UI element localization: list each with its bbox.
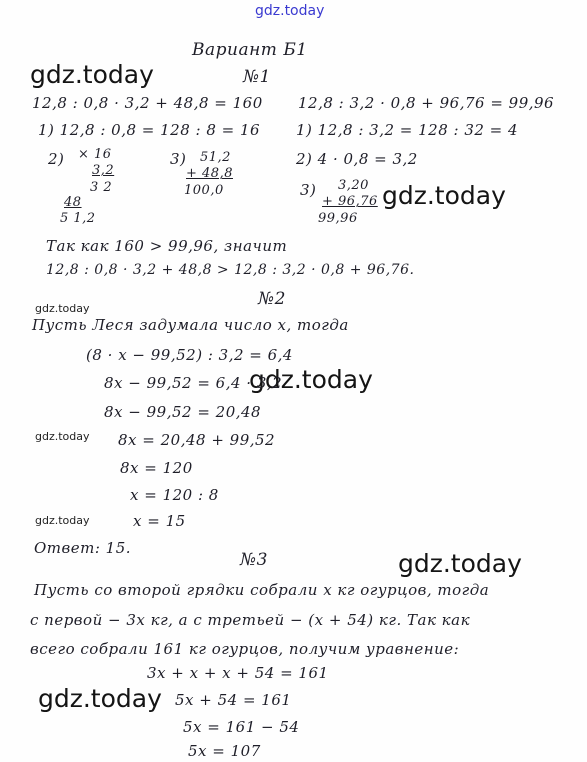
task2-intro: Пусть Леся задумала число x, тогда bbox=[32, 316, 349, 334]
task2-line: 8x = 20,48 + 99,52 bbox=[118, 431, 276, 449]
task1-conclusion-line1: Так как 160 > 99,96, значит bbox=[46, 237, 288, 255]
task1-right-expression: 12,8 : 3,2 · 0,8 + 96,76 = 99,96 bbox=[298, 94, 555, 112]
task1-left-step3-line: 51,2 bbox=[200, 150, 231, 165]
watermark-small: gdz.today bbox=[35, 430, 90, 443]
task1-conclusion-line2: 12,8 : 0,8 · 3,2 + 48,8 > 12,8 : 3,2 · 0,8 + 96,76. bbox=[46, 262, 415, 278]
task3-text-line: Пусть со второй грядки собрали x кг огурцов, тогда bbox=[34, 581, 490, 599]
watermark-large: gdz.today bbox=[382, 181, 506, 210]
task3-text-line: всего собрали 161 кг огурцов, получим уравнение: bbox=[30, 640, 460, 658]
task1-left-step2-line: 3 2 bbox=[90, 180, 113, 195]
task3-number: №3 bbox=[240, 550, 268, 570]
watermark-large: gdz.today bbox=[38, 684, 162, 713]
task1-left-step2-line: × 16 bbox=[78, 147, 112, 162]
task1-right-step3-line: 3,20 bbox=[338, 178, 369, 193]
watermark-small: gdz.today bbox=[35, 302, 90, 315]
task1-left-step1: 1) 12,8 : 0,8 = 128 : 8 = 16 bbox=[38, 121, 261, 139]
task1-left-step3-line: 100,0 bbox=[184, 183, 224, 198]
task3-line: 3x + x + x + 54 = 161 bbox=[147, 664, 329, 682]
task1-left-step2-line: 48 bbox=[64, 195, 82, 210]
task2-line: 8x − 99,52 = 20,48 bbox=[104, 403, 262, 421]
task2-line: x = 15 bbox=[133, 512, 186, 530]
watermark-large: gdz.today bbox=[398, 549, 522, 578]
task3-line: 5x + 54 = 161 bbox=[175, 691, 292, 709]
task1-right-step2: 2) 4 · 0,8 = 3,2 bbox=[296, 150, 418, 168]
task2-line: 8x = 120 bbox=[120, 459, 193, 477]
task2-line: 8x − 99,52 = 6,4 · 3,2 bbox=[104, 374, 283, 392]
task2-line: x = 120 : 8 bbox=[130, 486, 219, 504]
task3-line: 5x = 107 bbox=[188, 742, 261, 760]
task3-line: 5x = 161 − 54 bbox=[183, 718, 300, 736]
watermark-large: gdz.today bbox=[249, 365, 373, 394]
watermark-top: gdz.today bbox=[255, 3, 325, 19]
task1-right-step3-line: 99,96 bbox=[318, 211, 358, 226]
watermark-small: gdz.today bbox=[35, 514, 90, 527]
task1-left-expression: 12,8 : 0,8 · 3,2 + 48,8 = 160 bbox=[32, 94, 263, 112]
task1-number: №1 bbox=[243, 67, 271, 87]
task3-text-line: с первой − 3x кг, а с третьей − (x + 54) кг. Так как bbox=[30, 611, 471, 629]
task1-left-step2-line: 5 1,2 bbox=[60, 211, 96, 226]
task1-right-step3-label: 3) bbox=[300, 181, 317, 199]
watermark-large: gdz.today bbox=[30, 60, 154, 89]
task1-left-step3-line: + 48,8 bbox=[186, 166, 233, 181]
task2-line: (8 · x − 99,52) : 3,2 = 6,4 bbox=[86, 346, 293, 364]
task2-number: №2 bbox=[258, 289, 286, 309]
task1-left-step3-label: 3) bbox=[170, 150, 187, 168]
task2-answer: Ответ: 15. bbox=[34, 539, 132, 557]
task1-right-step1: 1) 12,8 : 3,2 = 128 : 32 = 4 bbox=[296, 121, 519, 139]
task1-right-step3-line: + 96,76 bbox=[322, 194, 378, 209]
variant-title: Вариант Б1 bbox=[192, 40, 308, 60]
task1-left-step2-line: 3,2 bbox=[92, 163, 115, 178]
task1-left-step2-label: 2) bbox=[48, 150, 65, 168]
